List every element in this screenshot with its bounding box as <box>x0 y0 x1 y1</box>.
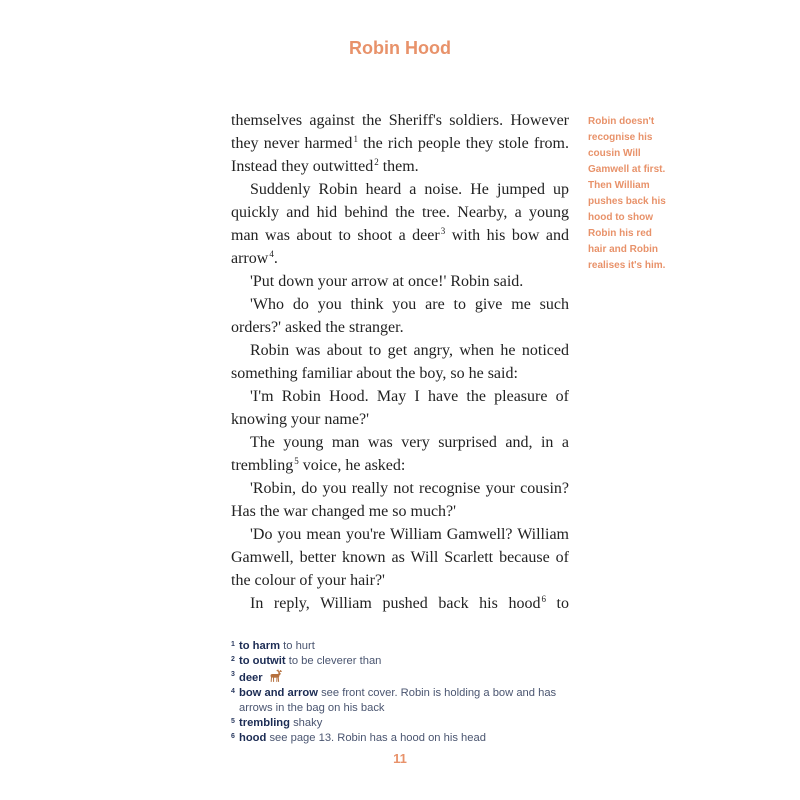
paragraph: 'Do you mean you're William Gamwell? William Gamwell, better known as Will Scarlett because of the colour of your hair?' <box>231 526 569 589</box>
margin-note: Robin doesn't recognise his cousin Will Gamwell at first. Then William pushes back his hood to show Robin his red hair and Robin realises it's him. <box>588 116 666 271</box>
paragraph: themselves against the Sheriff's soldiers. However they never harmed$^1$ the rich people they stole from. Instead they outwitted$^2$ them. <box>231 112 569 175</box>
footnote: 5 trembling shaky <box>231 717 323 729</box>
footnotes <box>231 639 591 746</box>
deer-icon <box>268 669 284 682</box>
story-text <box>231 109 569 615</box>
paragraph: 'Put down your arrow at once!' Robin said. <box>250 273 524 290</box>
paragraph: 'Who do you think you are to give me such orders?' asked the stranger. <box>231 296 569 336</box>
paragraph: 'Robin, do you really not recognise your cousin? Has the war changed me so much?' <box>231 480 569 520</box>
footnote: 1 to harm to hurt <box>231 640 315 652</box>
paragraph: 'I'm Robin Hood. May I have the pleasure of knowing your name?' <box>231 388 569 428</box>
page-number: 11 <box>393 751 407 766</box>
page-title: Robin Hood <box>349 38 451 58</box>
footnote: 3 deer <box>231 669 591 686</box>
paragraph: In reply, William pushed back his hood$^6$ to <box>250 593 569 612</box>
footnote: 4 bow and arrow see front cover. Robin is holding a bow and has arrows in the bag on his back <box>231 687 557 714</box>
paragraph: Robin was about to get angry, when he noticed something familiar about the boy, so he said: <box>231 342 569 382</box>
paragraph: Suddenly Robin heard a noise. He jumped up quickly and hid behind the tree. Nearby, a young man was about to shoot a deer$^3$ with his bow and arrow$^4$. <box>231 181 569 267</box>
footnote: 2 to outwit to be cleverer than <box>231 655 382 667</box>
paragraph: The young man was very surprised and, in a trembling$^5$ voice, he asked: <box>231 434 569 474</box>
footnote: 6 hood see page 13. Robin has a hood on his head <box>231 732 486 744</box>
